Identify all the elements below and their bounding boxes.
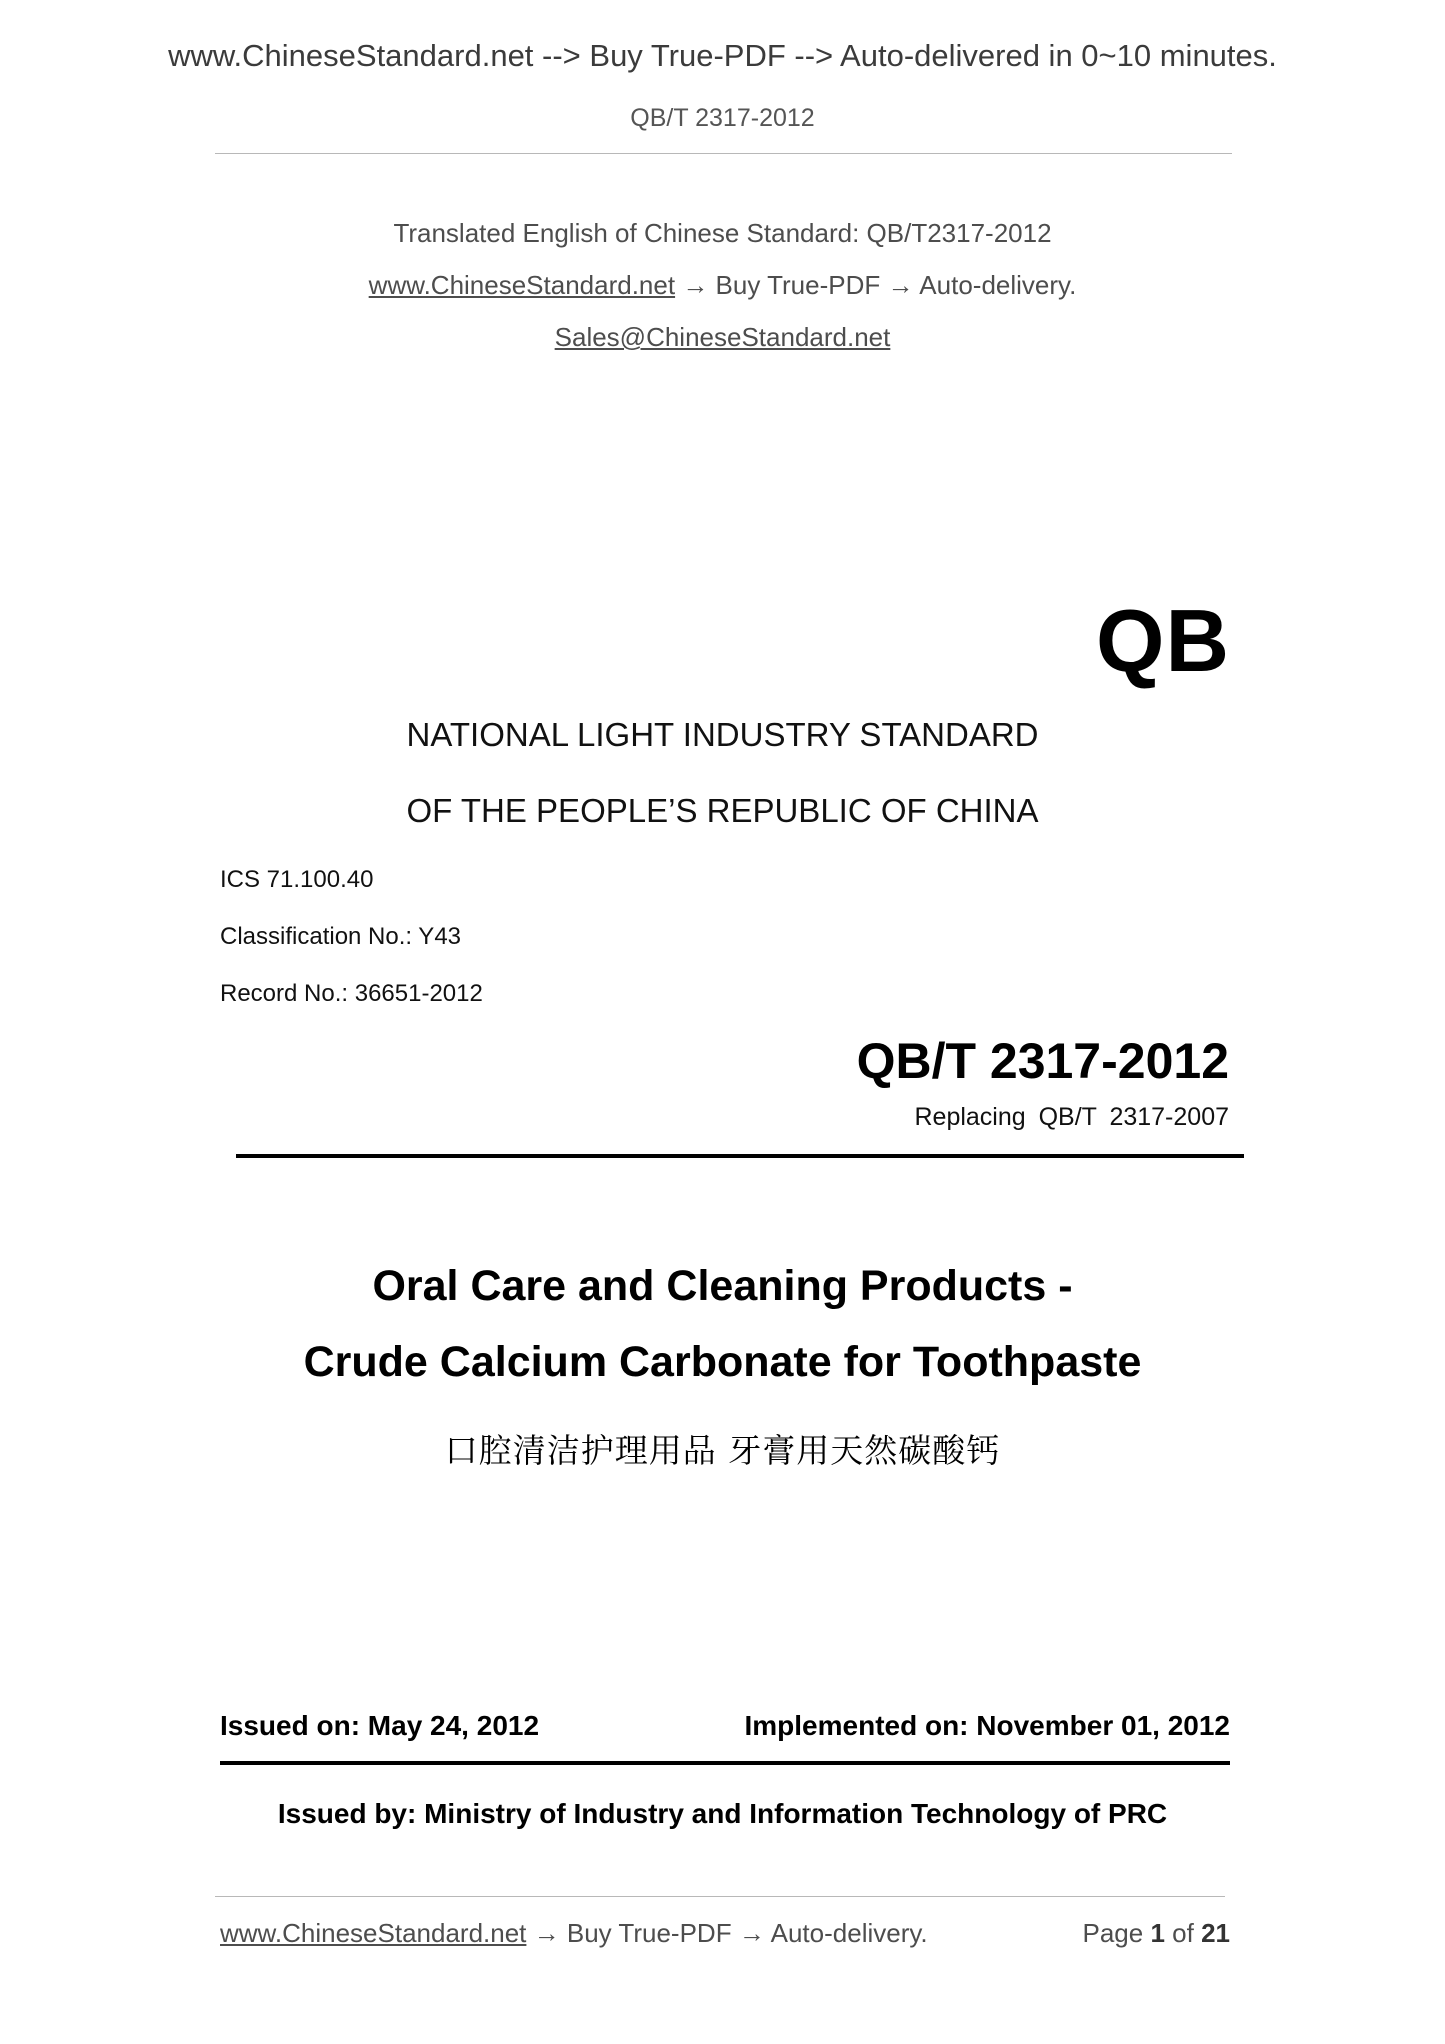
header-standard-number: QB/T 2317-2012 [630, 104, 815, 132]
sales-email-link[interactable]: Sales@ChineseStandard.net [554, 322, 891, 352]
page-word: Page [1082, 1918, 1144, 1948]
header-divider [215, 153, 1232, 154]
auto-delivery-text: Auto-delivery. [919, 270, 1077, 300]
dates-divider [220, 1761, 1230, 1765]
qb-logo: QB [1096, 591, 1230, 690]
footer-auto-text: Auto-delivery. [770, 1918, 928, 1948]
footer-divider [215, 1896, 1225, 1897]
title-chinese: 口腔清洁护理用品 牙膏用天然碳酸钙 [444, 1431, 1001, 1470]
footer-buy-text: Buy True-PDF [566, 1918, 732, 1948]
national-standard-line2: OF THE PEOPLE’S REPUBLIC OF CHINA [406, 792, 1039, 829]
arrow-right-icon: → [682, 270, 709, 300]
implemented-date: Implemented on: November 01, 2012 [744, 1710, 1230, 1741]
arrow-right-icon: → [738, 1918, 765, 1948]
title-line2: Crude Calcium Carbonate for Toothpaste [303, 1338, 1142, 1386]
record-number: Record No.: 36651-2012 [220, 980, 483, 1007]
of-word: of [1172, 1918, 1194, 1948]
title-line1: Oral Care and Cleaning Products - [372, 1262, 1073, 1310]
standard-code: QB/T 2317-2012 [856, 1033, 1229, 1089]
classification-number: Classification No.: Y43 [220, 923, 462, 950]
dates-row [220, 1710, 1230, 1742]
footer-site-link[interactable]: www.ChineseStandard.net [220, 1918, 527, 1948]
issued-by: Issued by: Ministry of Industry and Information Technology of PRC [277, 1798, 1168, 1829]
page-indicator [1082, 1918, 1230, 1949]
page-current: 1 [1150, 1918, 1165, 1948]
national-standard-line1: NATIONAL LIGHT INDUSTRY STANDARD [406, 716, 1039, 753]
footer-promo [220, 1918, 928, 1949]
replacing-standard: Replacing QB/T 2317-2007 [914, 1103, 1229, 1131]
page-total: 21 [1201, 1918, 1230, 1948]
site-link[interactable]: www.ChineseStandard.net [368, 270, 676, 300]
arrow-right-icon: → [533, 1918, 560, 1948]
title-divider [236, 1154, 1244, 1158]
issued-date: Issued on: May 24, 2012 [220, 1710, 540, 1741]
footer [220, 1918, 1230, 1949]
promo-line [0, 270, 1445, 301]
sales-line [0, 322, 1445, 353]
top-banner: www.ChineseStandard.net --> Buy True-PDF --> Auto-delivered in 0~10 minutes. [168, 38, 1277, 73]
translated-notice: Translated English of Chinese Standard: QB/T2317-2012 [393, 218, 1052, 248]
ics-number: ICS 71.100.40 [220, 866, 374, 893]
arrow-right-icon: → [887, 270, 914, 300]
buy-text: Buy True-PDF [715, 270, 881, 300]
